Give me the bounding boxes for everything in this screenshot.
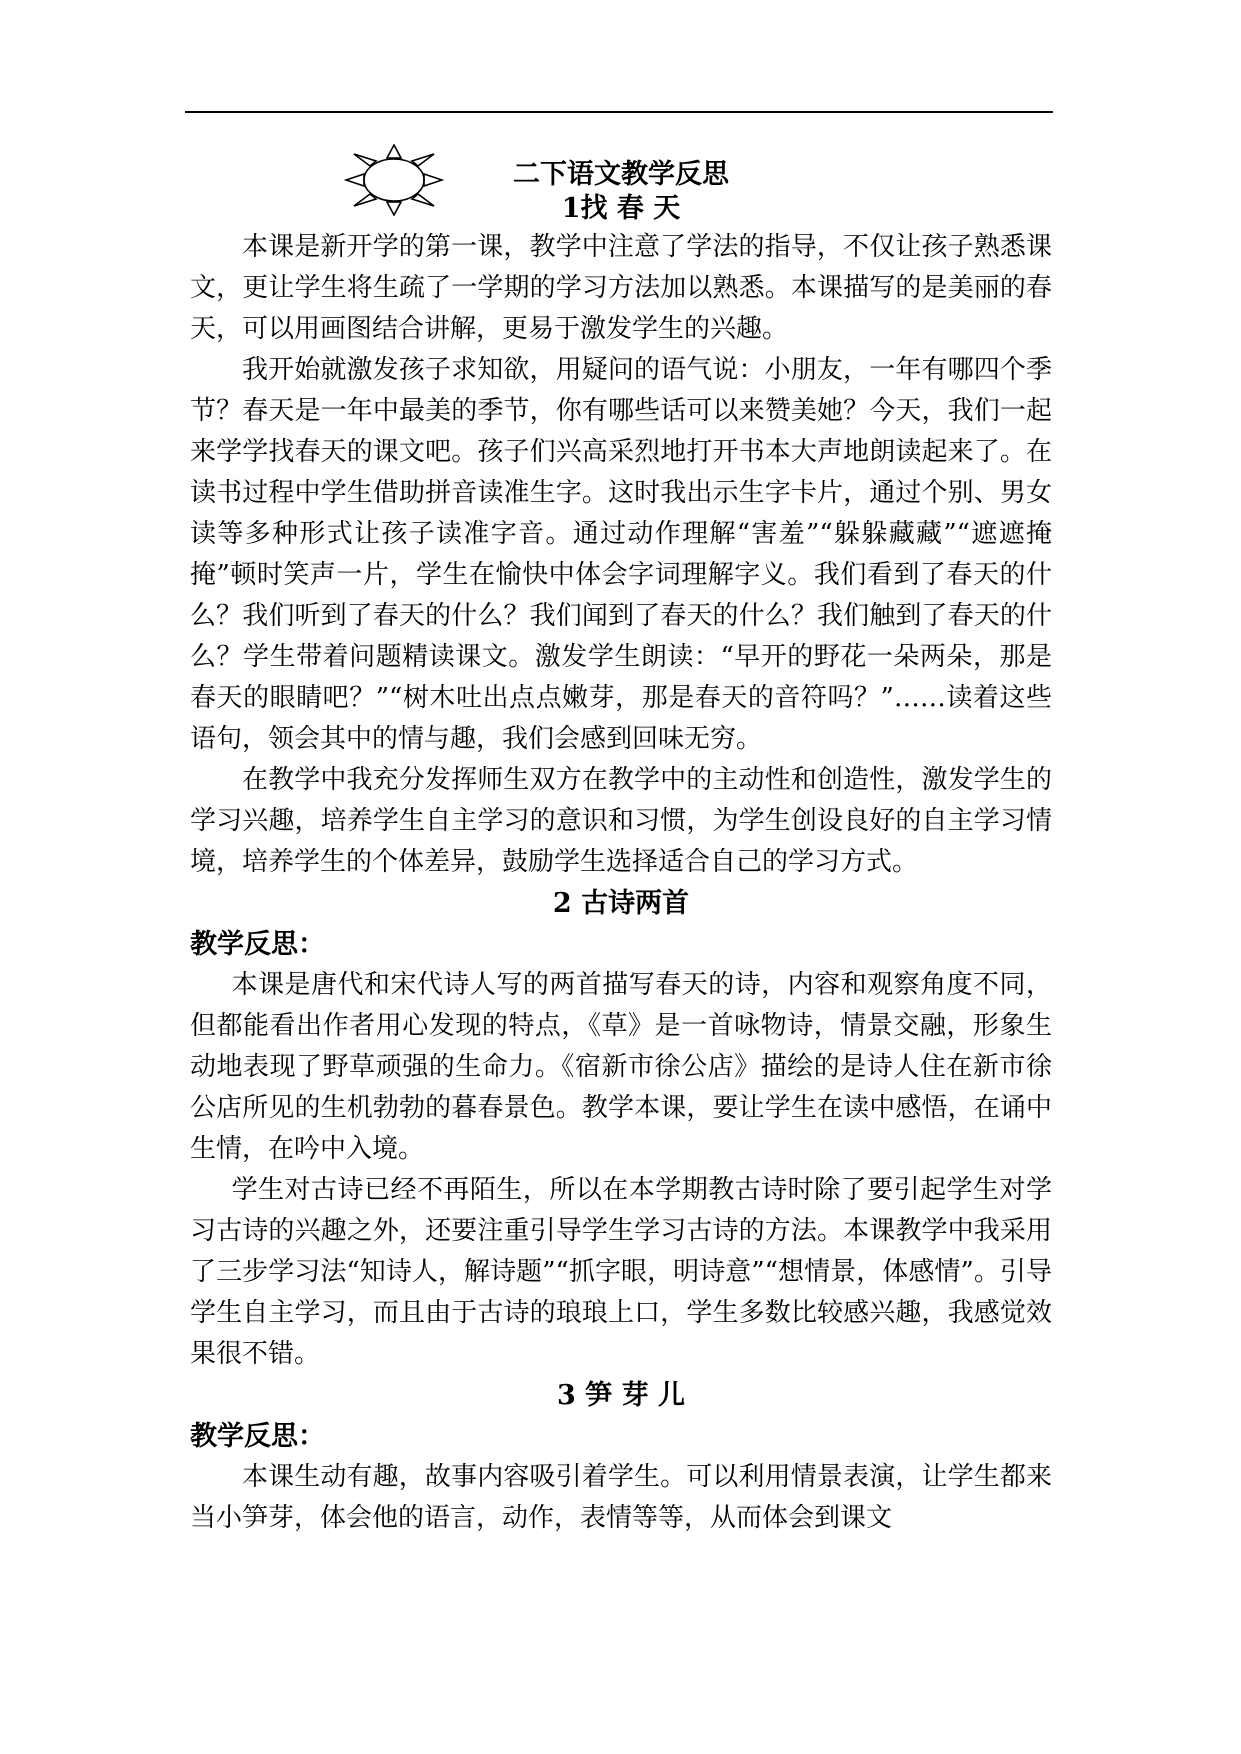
- lesson-1: [190, 191, 1052, 883]
- lesson-1-paragraph-1: 本课是新开学的第一课，教学中注意了学法的指导，不仅让孩子熟悉课文，更让学生将生疏了一学期的学习方法加以熟悉。本课描写的是美丽的春天，可以用画图结合讲解，更易于激发学生的兴趣。: [190, 232, 1052, 344]
- lesson-1-heading: 1找 春 天: [561, 193, 681, 224]
- lesson-3-label: 教学反思：: [190, 1421, 325, 1452]
- header-rule: [185, 111, 1053, 113]
- document-title: 二下语文教学反思: [513, 159, 729, 190]
- lesson-2-paragraph-1: 本课是唐代和宋代诗人写的两首描写春天的诗，内容和观察角度不同，但都能看出作者用心发现的特点，《草》是一首咏物诗，情景交融，形象生动地表现了野草顽强的生命力。《宿新市徐公店》描绘的是诗人住在新市徐公店所见的生机勃勃的暮春景色。教学本课，要让学生在读中感悟，在诵中生情，在吟中入境。: [190, 970, 1052, 1164]
- lesson-2-heading: 2 古诗两首: [552, 888, 690, 919]
- document-body: [190, 159, 1052, 1539]
- lesson-1-paragraph-3: 在教学中我充分发挥师生双方在教学中的主动性和创造性，激发学生的学习兴趣，培养学生自主学习的意识和习惯，为学生创设良好的自主学习情境，培养学生的个体差异，鼓励学生选择适合自己的学习方式。: [190, 765, 1052, 877]
- lesson-3-heading: 3 笋 芽 儿: [557, 1380, 685, 1411]
- lesson-3-paragraph-1: 本课生动有趣，故事内容吸引着学生。可以利用情景表演，让学生都来当小笋芽，体会他的语言，动作，表情等等，从而体会到课文: [190, 1462, 1052, 1533]
- lesson-2: [190, 883, 1052, 1375]
- lesson-3: [190, 1375, 1052, 1539]
- lesson-2-label: 教学反思：: [190, 929, 325, 960]
- lesson-1-paragraph-2: 我开始就激发孩子求知欲，用疑问的语气说：小朋友，一年有哪四个季节？春天是一年中最美的季节，你有哪些话可以来赞美她？今天，我们一起来学学找春天的课文吧。孩子们兴高采烈地打开书本大声地朗读起来了。在读书过程中学生借助拼音读准生字。这时我出示生字卡片，通过个别、男女读等多种形式让孩子读准字音。通过动作理解“害羞”“躲躲藏藏”“遮遮掩掩”顿时笑声一片，学生在愉快中体会字词理解字义。我们看到了春天的什么？我们听到了春天的什么？我们闻到了春天的什么？我们触到了春天的什么？学生带着问题精读课文。激发学生朗读：“早开的野花一朵两朵，那是春天的眼睛吧？”“树木吐出点点嫩芽，那是春天的音符吗？”……读着这些语句，领会其中的情与趣，我们会感到回味无穷。: [190, 355, 1052, 754]
- lesson-2-paragraph-2: 学生对古诗已经不再陌生，所以在本学期教古诗时除了要引起学生对学习古诗的兴趣之外，还要注重引导学生学习古诗的方法。本课教学中我采用了三步学习法“知诗人，解诗题”“抓字眼，明诗意”“想情景，体感情”。引导学生自主学习，而且由于古诗的琅琅上口，学生多数比较感兴趣，我感觉效果很不错。: [190, 1175, 1052, 1369]
